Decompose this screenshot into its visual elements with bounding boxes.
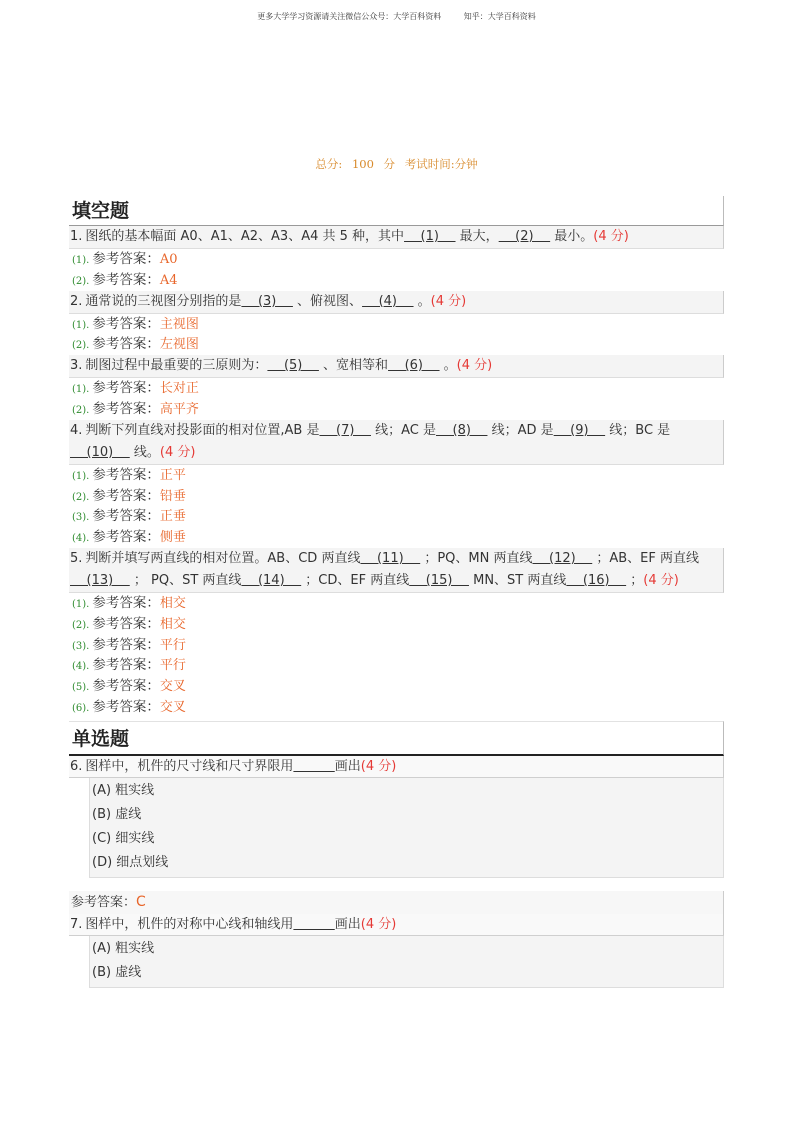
option-c[interactable]: (C) 细实线 [92, 830, 155, 846]
question-score: (4 分) [430, 293, 467, 309]
question-6 [69, 756, 724, 778]
question-score: (4 分) [360, 916, 397, 932]
blank-line [293, 917, 334, 932]
option-d[interactable]: (D) 细点划线 [92, 854, 169, 870]
question-text: 最大， [455, 229, 499, 244]
answer-value: 铅垂 [159, 488, 186, 504]
answer-value: 正垂 [159, 509, 186, 525]
blank-3[interactable]: (3) [241, 293, 293, 309]
answer-label: 参考答案： [92, 315, 160, 332]
question-text: 、宽相等和 [318, 358, 389, 374]
answer-row [69, 635, 724, 656]
answer-value: 侧垂 [159, 530, 186, 546]
answer-label: 参考答案： [92, 657, 160, 674]
blank-4[interactable]: (4) [362, 293, 414, 309]
question-1 [69, 226, 724, 249]
exam-content [69, 196, 724, 988]
answer-label: 参考答案： [92, 678, 160, 695]
answer-label: 参考答案： [92, 487, 160, 504]
question-score: (4 分) [360, 758, 397, 774]
question-text: 通常说的三视图分别指的是 [85, 293, 242, 309]
header-note-zhihu: 知乎：大学百科资料 [463, 12, 536, 21]
question-text: 线；AD 是 [487, 422, 554, 438]
answer-row [69, 655, 724, 676]
blank-13[interactable]: (13) [70, 572, 130, 588]
question-text: 图样中，机件的对称中心线和轴线用 [85, 916, 294, 932]
answer-row [69, 314, 724, 335]
answer-number: (5). [72, 682, 90, 694]
question-text: ； PQ、ST 两直线 [129, 572, 242, 588]
answer-row [69, 334, 724, 355]
answer-number: (1). [72, 598, 90, 610]
answer-label: 参考答案： [92, 251, 160, 267]
answer-label: 参考答案： [92, 636, 160, 653]
answer-label: 参考答案： [92, 698, 160, 715]
section-title-single: 单选题 [69, 721, 724, 756]
exam-summary [0, 156, 793, 172]
header-note [0, 11, 793, 22]
question-number: 6. [70, 758, 83, 774]
header-note-wechat: 更多大学学习资源请关注微信公众号：大学百科资料 [257, 12, 442, 21]
option-a[interactable]: (A) 粗实线 [92, 940, 155, 956]
question-text: 画出 [334, 758, 361, 774]
blank-11[interactable]: (11) [360, 550, 421, 566]
question-score: (4 分) [456, 358, 493, 374]
answer-row [69, 593, 724, 614]
question-number: 2. [70, 293, 83, 309]
question-number: 1. [70, 229, 83, 244]
answer-number: (2). [72, 404, 90, 416]
answer-number: (2). [72, 619, 90, 631]
answer-value: A4 [159, 272, 178, 288]
blank-12[interactable]: (12) [532, 550, 593, 566]
question-score: (4 分) [593, 229, 629, 244]
blank-6[interactable]: (6) [388, 358, 440, 374]
answer-label: 参考答案： [92, 529, 160, 546]
question-3 [69, 355, 724, 378]
answer-row [69, 527, 724, 548]
answer-value: 平行 [159, 637, 186, 653]
answer-value: 长对正 [159, 381, 199, 397]
option-b[interactable]: (B) 虚线 [92, 806, 142, 822]
answer-row [69, 270, 724, 291]
answer-number: (1). [72, 470, 90, 482]
question-number: 5. [70, 550, 83, 566]
answer-label: 参考答案： [92, 380, 160, 397]
question-text: 制图过程中最重要的三原则为： [85, 358, 268, 374]
blank-9[interactable]: (9) [553, 422, 606, 438]
reference-value: C [136, 893, 146, 910]
answer-row [69, 249, 724, 270]
blank-8[interactable]: (8) [435, 422, 488, 438]
blank-7[interactable]: (7) [319, 422, 371, 438]
question-text: 最小。 [550, 229, 594, 244]
question-7 [69, 914, 724, 936]
total-label: 总分: [315, 157, 343, 171]
question-5 [69, 548, 724, 593]
blank-2[interactable]: (2) [498, 229, 551, 244]
answer-row [69, 486, 724, 507]
exam-time: 考试时间:分钟 [404, 157, 478, 171]
answer-number: (4). [72, 533, 90, 545]
total-unit: 分 [383, 157, 396, 171]
answer-value: 左视图 [159, 337, 199, 353]
answer-value: 高平齐 [159, 401, 199, 417]
question-text: 图样中，机件的尺寸线和尺寸界限用 [85, 758, 294, 774]
answer-number: (2). [72, 275, 90, 287]
answer-label: 参考答案： [92, 336, 160, 353]
answer-number: (4). [72, 661, 90, 673]
options-list [89, 778, 724, 878]
answer-value: 相交 [159, 595, 186, 611]
answer-row [69, 465, 724, 486]
answer-value: 交叉 [159, 679, 186, 695]
option-a[interactable]: (A) 粗实线 [92, 782, 155, 798]
answer-row [69, 506, 724, 527]
question-text: 、俯视图、 [292, 293, 363, 309]
answer-value: 主视图 [159, 316, 199, 332]
blank-16[interactable]: (16) [566, 572, 627, 588]
answer-label: 参考答案： [92, 271, 160, 288]
question-text: ；CD、EF 两直线 [301, 572, 410, 588]
question-text: ； [626, 572, 644, 588]
reference-answer [69, 891, 724, 914]
answer-number: (3). [72, 640, 90, 652]
answer-row [69, 697, 724, 718]
question-text: ；AB、EF 两直线 [592, 550, 700, 566]
answer-number: (1). [72, 255, 90, 266]
blank-15[interactable]: (15) [409, 572, 469, 588]
answer-row [69, 378, 724, 399]
answer-value: 平行 [159, 658, 186, 674]
answer-row [69, 614, 724, 635]
answer-label: 参考答案： [92, 594, 160, 611]
answer-label: 参考答案： [92, 508, 160, 525]
question-text: ；PQ、MN 两直线 [420, 550, 533, 566]
answer-label: 参考答案： [92, 400, 160, 417]
question-text: 线；AC 是 [370, 422, 436, 438]
reference-label: 参考答案： [71, 894, 137, 910]
question-text: 。 [413, 293, 431, 309]
answer-value: 正平 [159, 467, 186, 483]
answer-value: 相交 [159, 616, 186, 632]
question-text: 线；BC 是 [605, 422, 671, 438]
option-b[interactable]: (B) 虚线 [92, 964, 142, 980]
question-score: (4 分) [643, 572, 679, 588]
answer-value: A0 [159, 252, 178, 267]
blank-1[interactable]: (1) [404, 229, 456, 244]
answer-label: 参考答案： [92, 466, 160, 483]
answer-number: (2). [72, 491, 90, 503]
question-text: 。 [439, 358, 457, 374]
answer-row [69, 399, 724, 420]
answer-number: (6). [72, 702, 90, 714]
section-title-fill: 填空题 [69, 196, 724, 226]
question-2 [69, 291, 724, 314]
blank-14[interactable]: (14) [241, 572, 302, 588]
question-text: 线。 [129, 444, 160, 460]
question-score: (4 分) [159, 444, 196, 460]
blank-line [293, 759, 334, 774]
answer-number: (3). [72, 512, 90, 524]
answer-number: (1). [72, 319, 90, 331]
answer-label: 参考答案： [92, 615, 160, 632]
question-number: 7. [70, 916, 83, 932]
answer-number: (1). [72, 384, 90, 396]
answer-number: (2). [72, 340, 90, 352]
question-4 [69, 420, 724, 465]
question-text: MN、ST 两直线 [468, 572, 567, 588]
answer-value: 交叉 [159, 699, 186, 715]
question-text: 判断并填写两直线的相对位置。AB、CD 两直线 [85, 550, 361, 566]
question-text: 画出 [334, 916, 361, 932]
blank-10[interactable]: (10) [70, 444, 130, 460]
question-text: 判断下列直线对投影面的相对位置,AB 是 [85, 422, 320, 438]
options-list [89, 936, 724, 988]
blank-5[interactable]: (5) [267, 358, 319, 374]
question-number: 4. [70, 422, 83, 438]
answer-row [69, 676, 724, 697]
question-text: 图纸的基本幅面 A0、A1、A2、A3、A4 共 5 种，其中 [85, 229, 405, 244]
total-value: 100 [351, 157, 374, 171]
question-number: 3. [70, 358, 83, 374]
